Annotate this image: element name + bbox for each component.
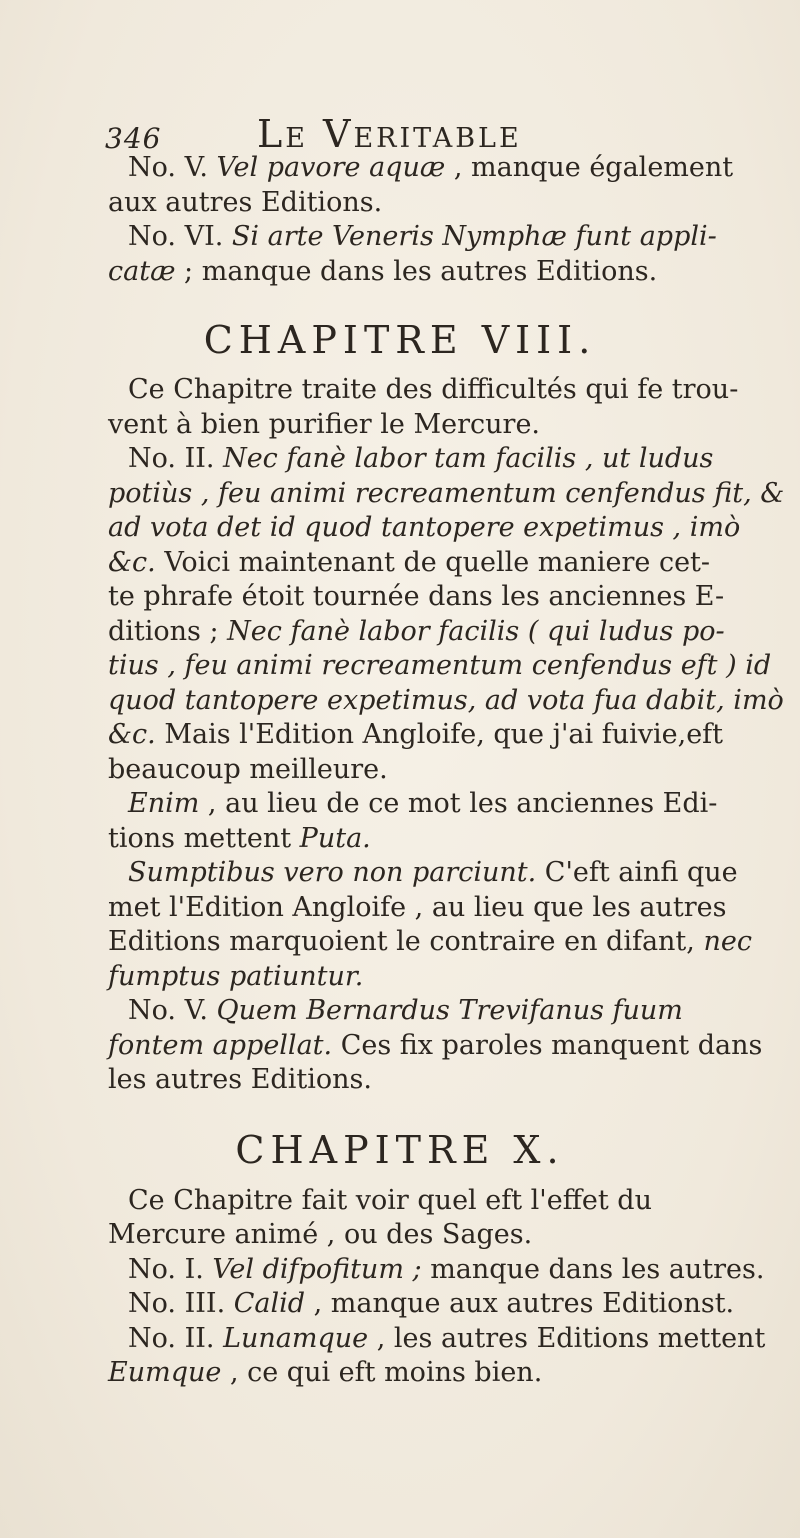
italic-text: &c. [108,547,156,578]
roman-text: No. III. [128,1288,234,1319]
text-line [108,511,800,545]
roman-text: No. VI. [128,221,232,252]
roman-text: No. V. [128,995,217,1026]
text-line [108,255,800,289]
italic-text: Nec fanè labor tam facilis , ut ludus [223,443,714,474]
text-line [128,1322,800,1356]
text-line [108,822,800,856]
italic-text: Calid [233,1288,306,1319]
roman-text: manque dans les autres. [421,1254,765,1285]
roman-text: No. II. [128,443,224,474]
text-line [108,925,800,959]
roman-text: vent à bien purifier le Mercure. [108,409,540,440]
text-line [128,442,800,476]
text-line [128,1287,800,1321]
running-title: Le Veritable [257,112,522,156]
text-line [108,1063,800,1097]
roman-text: , manque aux autres Editionst. [305,1288,735,1319]
text-line [108,1356,800,1390]
roman-text: , au lieu de ce mot les anciennes Edi- [199,788,718,819]
italic-text: nec [703,926,752,957]
roman-text: No. II. [128,1323,224,1354]
italic-text: Lunamque [223,1323,369,1354]
text-line [128,787,800,821]
italic-text: Vel difpofitum ; [212,1254,422,1285]
text-line [108,684,800,718]
italic-text: Quem Bernardus Trevifanus fuum [216,995,683,1026]
roman-text: , manque également [445,152,734,183]
text-line [108,408,800,442]
text-line [108,580,800,614]
italic-text: ad vota det id quod tantopere expetimus , imò [108,512,741,543]
italic-text: tius , feu animi recreamentum cenfendus eft ) id [108,650,772,681]
text-line [128,1184,800,1218]
text-line [128,994,800,1028]
italic-text: quod tantopere expetimus, ad vota fua dabit, imò [108,685,784,716]
roman-text: Editions marquoient le contraire en difant, [108,926,704,957]
italic-text: Enim [128,788,200,819]
italic-text: &c. [108,719,156,750]
text-line [108,718,800,752]
text-line [108,546,800,580]
text-line [108,186,800,220]
text-line [128,1253,800,1287]
italic-text: Si arte Veneris Nymphæ funt appli- [231,221,717,252]
roman-text: ditions ; [108,616,228,647]
text-line [108,753,800,787]
text-line [108,1029,800,1063]
text-line [128,220,800,254]
roman-text: beaucoup meilleure. [108,754,388,785]
roman-text: No. V. [128,152,217,183]
italic-text: fontem appellat. [108,1030,333,1061]
italic-text: Puta. [299,823,371,854]
italic-text: fumptus patiuntur. [108,961,364,992]
italic-text: potiùs , feu animi recreamentum cenfendus fit, & [108,478,785,509]
roman-text: Ce Chapitre fait voir quel eft l'effet du [128,1185,652,1216]
roman-text: Mais l'Edition Angloife, que j'ai fuivie,eft [155,719,724,750]
roman-text: tions mettent [108,823,300,854]
italic-text: Sumptibus vero non parciunt. [128,857,537,888]
text-line [128,856,800,890]
roman-text: aux autres Editions. [108,187,383,218]
text-line [108,891,800,925]
text-line [108,960,800,994]
text-line [108,649,800,683]
page-number: 346 [105,122,162,155]
roman-text: te phrafe étoit tournée dans les anciennes E- [108,581,725,612]
text-line [108,1218,800,1252]
roman-text: Ce Chapitre traite des difficultés qui fe trou- [128,374,739,405]
italic-text: Nec fanè labor facilis ( qui ludus po- [227,616,725,647]
text-line [108,477,800,511]
italic-text: Eumque [108,1357,222,1388]
roman-text: , ce qui eft moins bien. [221,1357,543,1388]
text-line [128,373,800,407]
roman-text: met l'Edition Angloife , au lieu que les autres [108,892,727,923]
text-line [128,151,800,185]
roman-text: , les autres Editions mettent [368,1323,766,1354]
chapter-heading: CHAPITRE VIII. [203,318,597,362]
text-line [108,615,800,649]
roman-text: C'eft ainfi que [536,857,738,888]
italic-text: catæ [108,256,176,287]
italic-text: Vel pavore aquæ [216,152,446,183]
roman-text: Voici maintenant de quelle maniere cet- [155,547,711,578]
roman-text: Mercure animé , ou des Sages. [108,1219,533,1250]
chapter-heading: CHAPITRE X. [235,1128,565,1172]
roman-text: No. I. [128,1254,213,1285]
roman-text: les autres Editions. [108,1064,372,1095]
roman-text: Ces fix paroles manquent dans [332,1030,763,1061]
roman-text: ; manque dans les autres Editions. [175,256,658,287]
